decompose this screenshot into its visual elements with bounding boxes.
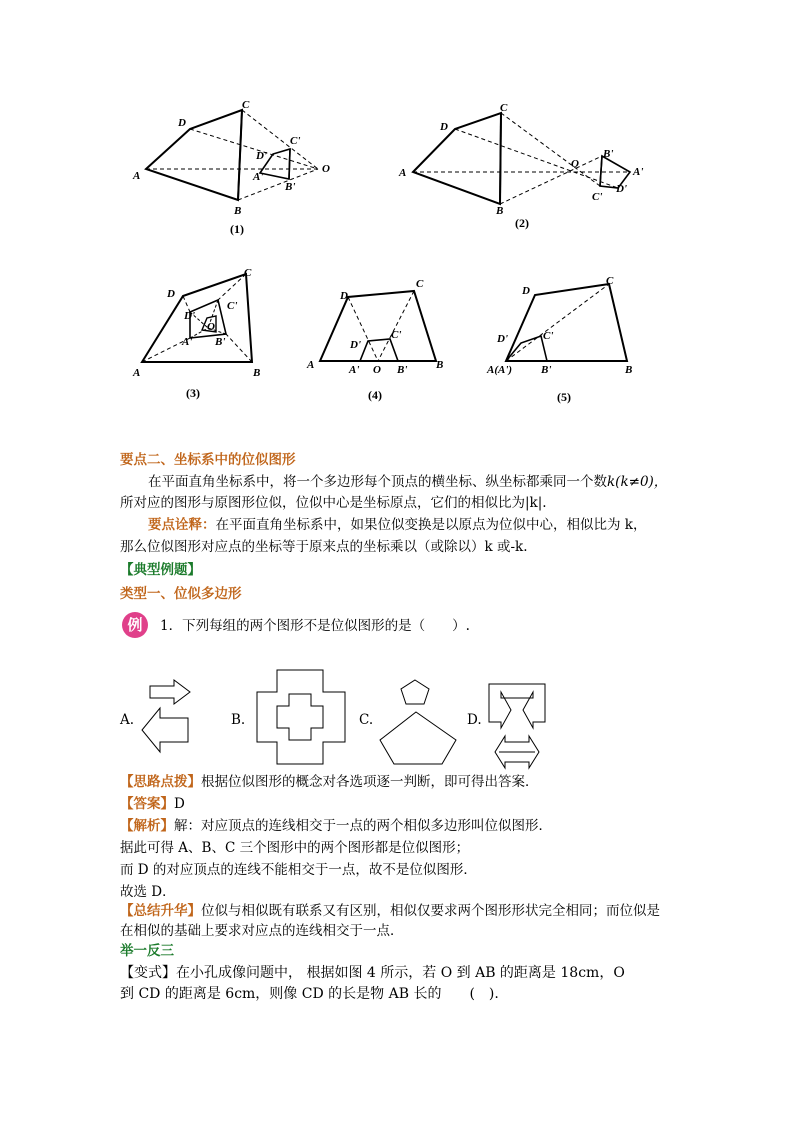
section-2-para1-line2: 所对应的图形与原图形位似，位似中心是坐标原点，它们的相似比为|k|. [120, 495, 547, 511]
hint-text: 根据位似图形的概念对各选项逐一判断，即可得出答案． [201, 774, 539, 790]
option-a-label: A. [120, 712, 135, 728]
example-badge: 例 [122, 612, 148, 638]
fig2-label-a: A [399, 167, 407, 179]
option-c-label: C. [359, 712, 374, 728]
section-2-para2-line1 [148, 517, 646, 533]
fig1-label-o: O [322, 163, 330, 175]
fig4-label-b: B [436, 359, 444, 371]
option-b-crosses-figure [255, 668, 345, 768]
fig1-label-a2: A' [253, 171, 264, 183]
figure-3-diagram [138, 270, 263, 370]
variant-label: 【变式】 [120, 965, 176, 981]
examples-heading: 【典型例题】 [120, 562, 201, 578]
option-a-arrows-figure [138, 678, 198, 770]
fig5-caption: (5) [557, 390, 571, 404]
fig4-label-a: A [307, 359, 315, 371]
answer-line [120, 796, 185, 812]
analysis-line-3: 而 D 的对应顶点的连线不能相交于一点，故不是位似图形． [120, 862, 477, 878]
fig2-label-o: O [571, 158, 579, 170]
fig4-label-o: O [373, 364, 381, 376]
fig1-label-b: B [234, 205, 242, 217]
fig5-label-d: D [522, 285, 530, 297]
fig3-label-d2: D' [184, 310, 195, 322]
fig5-label-b: B [625, 364, 633, 376]
fig2-label-d2: D' [616, 183, 627, 195]
option-b-label: B. [231, 712, 246, 728]
fig4-label-b2: B' [397, 364, 408, 376]
answer-text: D [174, 796, 185, 812]
fig2-label-c2: C' [592, 191, 603, 203]
figure-1-diagram [140, 105, 340, 215]
section-2-para1-line1 [148, 474, 667, 490]
fig1-caption: (1) [230, 222, 244, 236]
fig2-label-c: C [500, 102, 508, 114]
para1-k: k(k≠0)， [607, 474, 668, 490]
fig3-label-b2: B' [215, 336, 226, 348]
variant-line-2: 到 CD 的距离是 6cm，则像 CD 的长是物 AB 长的 ( ). [120, 986, 499, 1002]
analysis-line-2: 据此可得 A、B、C 三个图形中的两个图形都是位似图形； [120, 840, 470, 856]
section-2-heading: 要点二、坐标系中的位似图形 [120, 452, 296, 468]
analysis-text-1: 解：对应顶点的连线相交于一点的两个相似多边形叫位似图形． [174, 818, 552, 834]
fig4-caption: (4) [368, 388, 382, 402]
fig2-label-b2: B' [603, 148, 614, 160]
fig1-label-b2: B' [285, 181, 296, 193]
fig5-label-c: C [606, 275, 614, 287]
fig5-label-d2: D' [497, 333, 508, 345]
summary-label: 【总结升华】 [120, 903, 201, 919]
option-d-label: D. [467, 712, 482, 728]
fig2-label-a2: A' [633, 166, 644, 178]
fig2-caption: (2) [515, 216, 529, 230]
hint-line [120, 774, 539, 790]
variant-text-1: 在小孔成像问题中， 根据如图 4 所示，若 O 到 AB 的距离是 18cm，O [176, 965, 625, 981]
fig5-label-a: A(A') [487, 364, 513, 376]
fig1-label-c2: C' [290, 135, 301, 147]
option-c-pentagons-figure [378, 676, 468, 768]
para2-text: 在平面直角坐标系中，如果位似变换是以原点为位似中心，相似比为 k， [215, 517, 647, 533]
analysis-line-1 [120, 818, 552, 834]
summary-line-1 [120, 903, 660, 919]
option-d-double-arrows-figure [487, 680, 547, 772]
section-2 [120, 452, 680, 562]
question-1: 1．下列每组的两个图形不是位似图形的是（ ）. [160, 618, 470, 634]
fig3-label-o: O [207, 321, 215, 333]
fig4-label-d2: D' [350, 339, 361, 351]
summary-line-2: 在相似的基础上要求对应点的连线相交于一点． [120, 923, 404, 939]
analysis-label: 【解析】 [120, 818, 174, 834]
fig1-label-d2: D' [256, 150, 267, 162]
para2-label: 要点诠释： [148, 517, 216, 533]
fig3-label-c: C [244, 267, 252, 279]
para1-text: 在平面直角坐标系中，将一个多边形每个顶点的横坐标、纵坐标都乘同一个数 [148, 474, 607, 490]
section-2-para2-line2: 那么位似图形对应点的坐标等于原来点的坐标乘以（或除以）k 或-k. [120, 539, 528, 555]
fig3-label-b: B [253, 367, 261, 379]
summary-text-1: 位似与相似既有联系又有区别，相似仅要求两个图形形状完全相同；而位似是 [201, 903, 660, 919]
fig1-label-c: C [242, 99, 250, 111]
fig3-caption: (3) [186, 386, 200, 400]
fig2-label-d: D [440, 121, 448, 133]
fig3-label-d: D [167, 288, 175, 300]
fig4-label-c: C [416, 278, 424, 290]
practice-heading: 举一反三 [120, 943, 174, 959]
hint-label: 【思路点拨】 [120, 774, 201, 790]
fig1-label-a: A [133, 170, 141, 182]
fig2-label-b: B [496, 205, 504, 217]
fig3-label-a: A [133, 367, 141, 379]
fig1-label-d: D [178, 117, 186, 129]
fig4-label-a2: A' [349, 364, 360, 376]
answer-label: 【答案】 [120, 796, 174, 812]
fig4-label-c2: C' [391, 329, 402, 341]
variant-line-1 [120, 965, 625, 981]
figure-4-diagram [318, 285, 438, 365]
fig5-label-c2: C' [543, 330, 554, 342]
fig3-label-c2: C' [227, 300, 238, 312]
type-1-heading: 类型一、位似多边形 [120, 586, 242, 602]
analysis-line-4: 故选 D． [120, 884, 176, 900]
fig3-label-a2: A' [182, 336, 193, 348]
fig4-label-d: D [340, 290, 348, 302]
fig5-label-b2: B' [541, 364, 552, 376]
